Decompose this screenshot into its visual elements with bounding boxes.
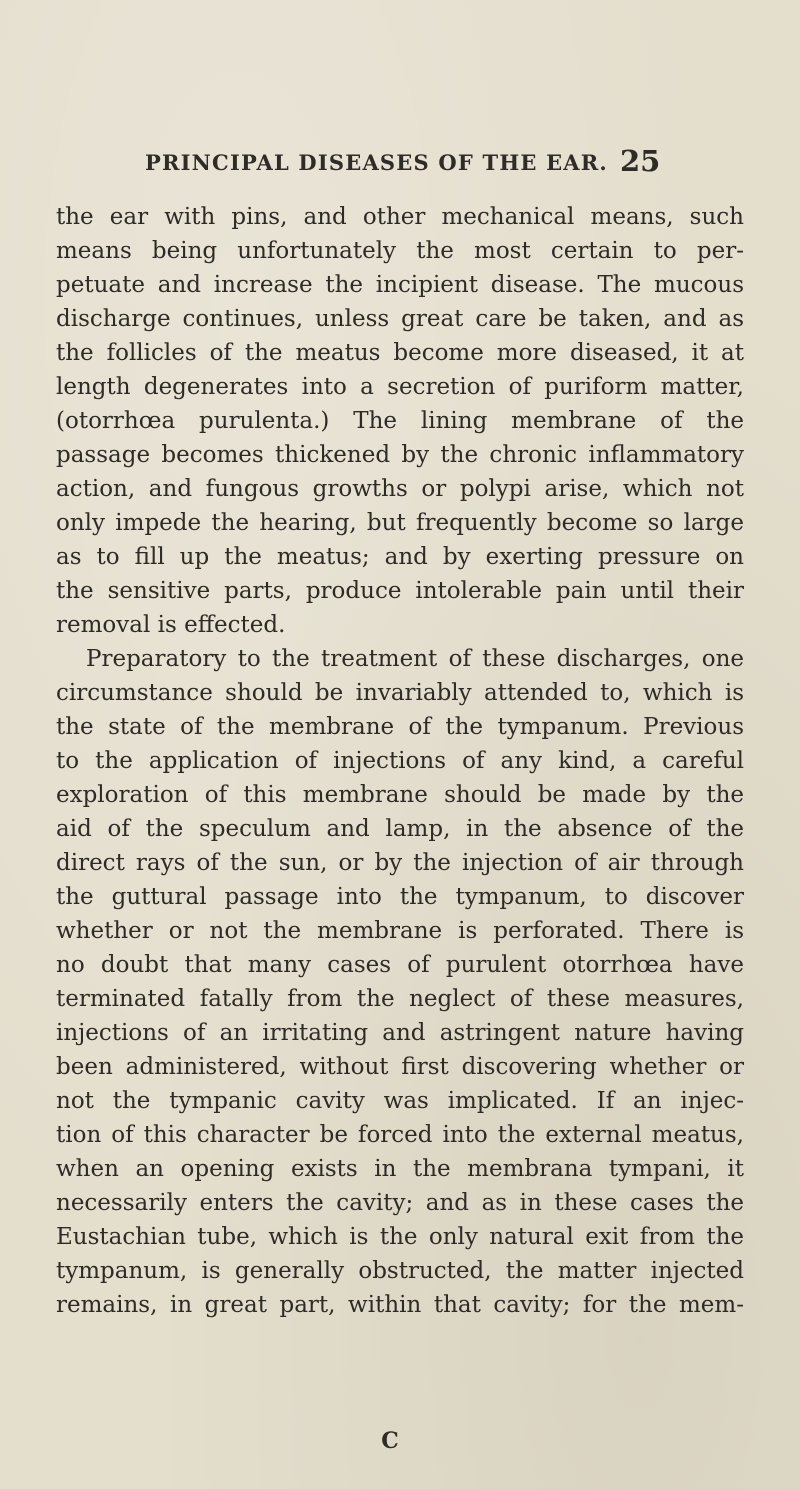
text-line: not the tympanic cavity was implicated. If an injec-	[56, 1088, 744, 1114]
text-line: the sensitive parts, produce intolerable pain until their	[56, 578, 744, 604]
text-line: terminated fatally from the neglect of these measures,	[56, 986, 744, 1012]
text-line: the ear with pins, and other mechanical means, such	[56, 204, 744, 230]
text-line: direct rays of the sun, or by the injection of air through	[56, 850, 744, 876]
text-line: length degenerates into a secretion of puriform matter,	[56, 374, 744, 400]
text-line: exploration of this membrane should be made by the	[56, 782, 744, 808]
body-text	[56, 200, 744, 1322]
text-line: action, and fungous growths or polypi arise, which not	[56, 476, 744, 502]
text-line: only impede the hearing, but frequently become so large	[56, 510, 744, 536]
text-line: to the application of injections of any kind, a careful	[56, 748, 744, 774]
running-title: PRINCIPAL DISEASES OF THE EAR.	[145, 150, 608, 175]
text-line: as to fill up the meatus; and by exerting pressure on	[56, 544, 744, 570]
signature-mark: C	[381, 1428, 399, 1454]
page-number: 25	[620, 144, 661, 178]
text-line: Eustachian tube, which is the only natural exit from the	[56, 1224, 744, 1250]
text-line: means being unfortunately the most certain to per-	[56, 238, 744, 264]
text-line: no doubt that many cases of purulent otorrhœa have	[56, 952, 744, 978]
text-line: when an opening exists in the membrana tympani, it	[56, 1156, 744, 1182]
text-line: circumstance should be invariably attended to, which is	[56, 680, 744, 706]
paragraph-start-line: Preparatory to the treatment of these discharges, one	[86, 646, 744, 672]
text-line: tympanum, is generally obstructed, the matter injected	[56, 1258, 744, 1284]
text-line: aid of the speculum and lamp, in the absence of the	[56, 816, 744, 842]
text-line: the state of the membrane of the tympanum. Previous	[56, 714, 744, 740]
text-line: the guttural passage into the tympanum, to discover	[56, 884, 744, 910]
text-line: whether or not the membrane is perforated. There is	[56, 918, 744, 944]
text-line: injections of an irritating and astringent nature having	[56, 1020, 744, 1046]
text-line: remains, in great part, within that cavity; for the mem-	[56, 1292, 744, 1318]
text-line: tion of this character be forced into the external meatus,	[56, 1122, 744, 1148]
text-line: been administered, without first discovering whether or	[56, 1054, 744, 1080]
paragraph-end-line: removal is effected.	[56, 612, 286, 638]
text-line: the follicles of the meatus become more diseased, it at	[56, 340, 744, 366]
text-line: passage becomes thickened by the chronic inflammatory	[56, 442, 744, 468]
text-line: necessarily enters the cavity; and as in these cases the	[56, 1190, 744, 1216]
text-line: (otorrhœa purulenta.) The lining membrane of the	[56, 408, 744, 434]
text-line: discharge continues, unless great care be taken, and as	[56, 306, 744, 332]
running-head	[0, 140, 800, 180]
text-line: petuate and increase the incipient disease. The mucous	[56, 272, 744, 298]
